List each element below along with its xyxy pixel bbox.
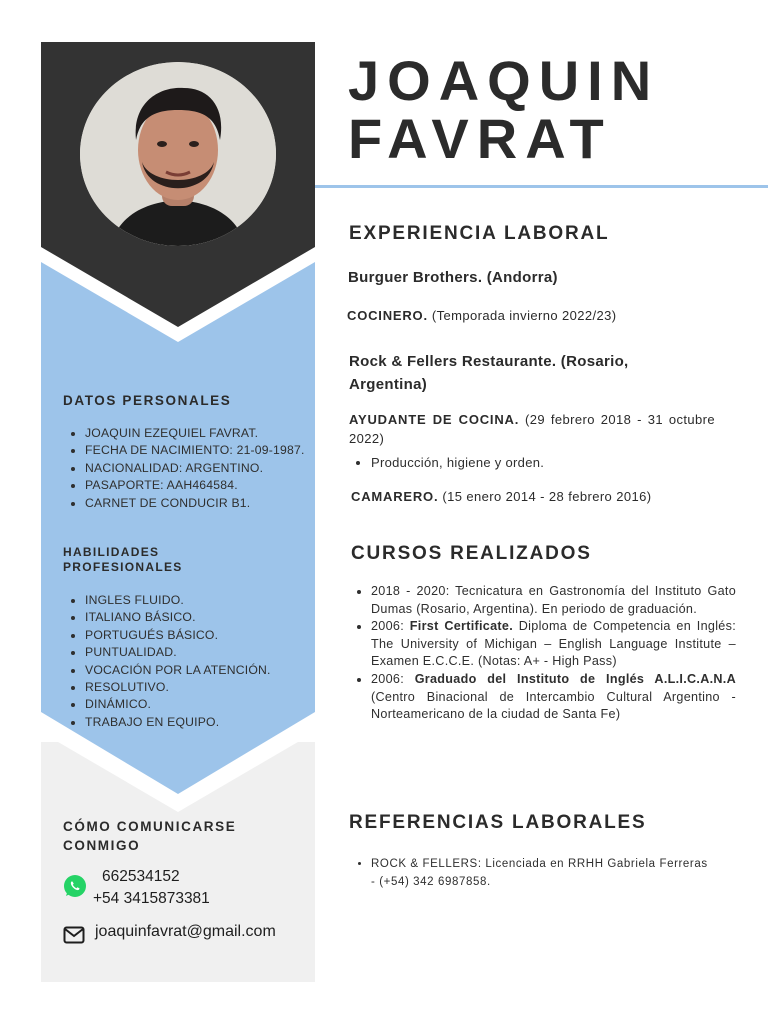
list-item: • 2018 - 2020: Tecnicatura en Gastronomía del Instituto Gato Dumas (Rosario, Argentina). En periodo de graduación. [371,583,736,618]
course-detail: Diploma de Competencia en Inglés: The University of Michigan – English Language Institute – Examen E.C.C.E. (Notas: A+ - High Pass) [371,619,736,669]
skills-title-line1: HABILIDADES [63,545,160,559]
job-1-role [347,308,617,323]
list-item: • ROCK & FELLERS: Licenciada en RRHH Gabriela Ferreras - (+54) 342 6987858. [371,856,711,891]
employer-1: Burguer Brothers. (Andorra) [348,269,558,286]
header-divider [315,185,768,188]
list-item: • VOCACIÓN POR LA ATENCIÓN. [85,662,325,679]
list-item [371,671,736,724]
experience-title: EXPERIENCIA LABORAL [349,223,610,244]
course-year: 2006: [371,671,415,686]
list-item: • ITALIANO BÁSICO. [85,609,325,626]
references-title: REFERENCIAS LABORALES [349,812,647,833]
course-name: First Certificate. [409,619,514,634]
job-dates: (29 febrero 2018 - 31 octubre 2022) [349,412,715,446]
profile-photo [80,62,276,246]
job-2-bullets [349,454,736,472]
list-item: • Producción, higiene y orden. [371,454,736,472]
job-2-role-2 [351,489,651,504]
mail-icon [63,926,85,944]
whatsapp-icon [63,874,87,898]
list-item: • PUNTUALIDAD. [85,644,325,661]
employer-2 [349,350,629,396]
list-item [371,618,736,671]
sidebar [41,42,315,982]
list-item: • JOAQUIN EZEQUIEL FAVRAT. [85,425,325,442]
skills-list [63,592,325,731]
job-dates: (15 enero 2014 - 28 febrero 2016) [438,489,652,504]
last-name: FAVRAT [348,107,612,170]
list-item: • RESOLUTIVO. [85,679,325,696]
list-item: • INGLES FLUIDO. [85,592,325,609]
first-name: JOAQUIN [348,49,660,112]
personal-data-list [63,425,325,512]
course-name: Graduado del Instituto de Inglés A.L.I.C.A.N.A [414,671,736,686]
personal-data-title: DATOS PERSONALES [63,393,232,408]
list-item: • NACIONALIDAD: ARGENTINO. [85,460,325,477]
courses-list [349,583,736,724]
list-item: • PORTUGUÉS BÁSICO. [85,627,325,644]
list-item: • TRABAJO EN EQUIPO. [85,714,325,731]
job-role-title: AYUDANTE DE COCINA. [349,412,520,427]
list-item: • FECHA DE NACIMIENTO: 21-09-1987. [85,442,325,459]
contact-title [63,817,236,855]
job-2-role-1 [349,410,715,448]
employer-2-line1: Rock & Fellers Restaurante. (Rosario, [349,353,629,370]
list-item: • CARNET DE CONDUCIR B1. [85,495,325,512]
job-dates: (Temporada invierno 2022/23) [427,308,617,323]
job-role-title: CAMARERO. [351,489,439,504]
references-list [349,856,711,891]
courses-title: CURSOS REALIZADOS [351,543,592,564]
job-role-title: COCINERO. [347,308,428,323]
list-item: • DINÁMICO. [85,696,325,713]
contact-title-line2: CONMIGO [63,838,141,853]
skills-title [63,545,183,575]
employer-2-line2: Argentina) [349,376,427,393]
phone-number-2[interactable]: +54 3415873381 [93,890,210,907]
skills-title-line2: PROFESIONALES [63,560,183,574]
contact-title-line1: CÓMO COMUNICARSE [63,819,237,834]
email-address[interactable]: joaquinfavrat@gmail.com [95,923,276,940]
course-detail: (Centro Binacional de Intercambio Cultural Argentino - Norteamericano de la ciudad de Santa Fe) [371,689,736,722]
phone-number-1[interactable]: 662534152 [102,868,180,885]
course-year: 2006: [371,619,410,634]
list-item: • PASAPORTE: AAH464584. [85,477,325,494]
